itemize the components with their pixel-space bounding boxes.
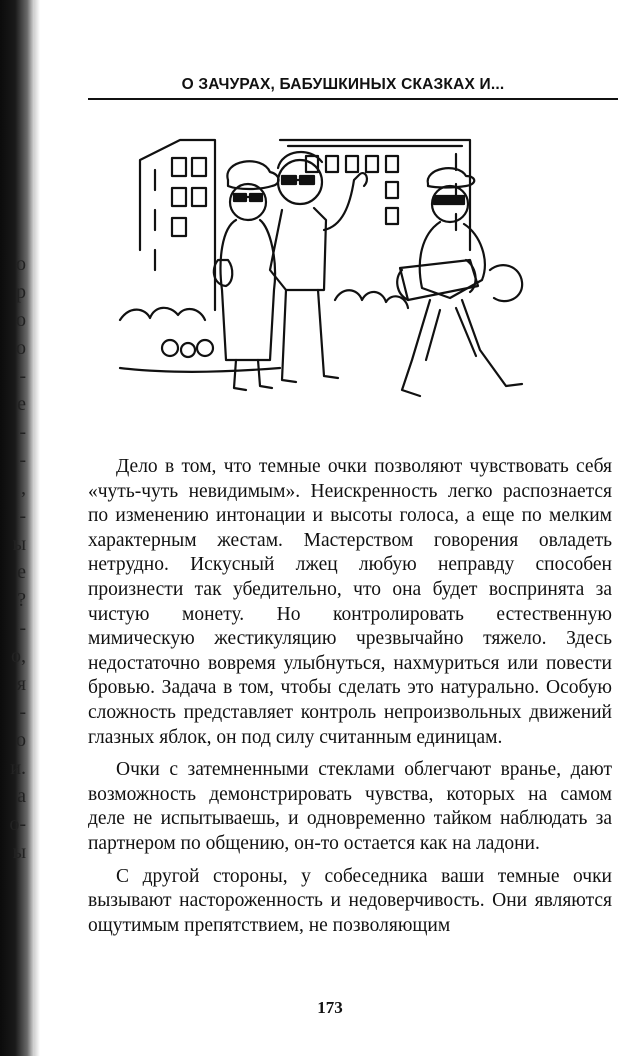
running-head: О ЗАЧУРАХ, БАБУШКИНЫХ СКАЗКАХ И... [181,76,505,93]
previous-page-fragment: о [16,729,26,751]
paragraph-3: С другой стороны, у собеседника ваши темные очки вызывают настороженность и недоверчивость. Они являются ощутимым препятствием, не позволяющим [88,865,612,936]
previous-page-fragment: о- [9,813,26,835]
previous-page-fragment: о [16,253,26,275]
woman-with-sunglasses-drawing [214,161,279,390]
page-gutter [34,0,40,1056]
previous-page-fragment: , [21,477,26,499]
previous-page-fragment: ? [17,589,26,611]
previous-page-fragment: я [16,673,26,695]
previous-page-fragment: - [19,449,26,471]
header-rule [88,98,618,100]
previous-page-fragment: - [19,365,26,387]
cartoon-illustration [110,110,550,420]
previous-page-fragment: - [19,505,26,527]
paragraph-2: Очки с затемненными стеклами облегчают вранье, дают возможность демонстрировать чувства, которых на самом деле не испытываешь, и одновременно тайком наблюдать за партнером по общению, он-то остается как на ладони. [88,759,612,854]
previous-page-fragment: а [17,785,26,807]
previous-page-fragment: - [19,421,26,443]
previous-page-margin-fragments [2,250,26,866]
previous-page-fragment: ы [12,533,26,555]
previous-page-fragment: о, [11,645,26,667]
man-waving-drawing [270,152,367,382]
previous-page-fragment: е [17,561,26,583]
previous-page-fragment: р [16,281,26,303]
previous-page-fragment: и. [10,757,26,779]
previous-page-fragment: - [19,617,26,639]
paragraph-1: Дело в том, что темные очки позволяют чувствовать себя «чуть-чуть невидимым». Неискренность легко распознается по изменению интонации и высоты голоса, а еще по мелким характерным жестам. Мастерством говорения овладеть нетрудно. Искусный лжец любую неправду способен произнести так убедительно, что она будет воспринята за чистую монету. Но контролировать естественную мимическую жестикуляцию чрезвычайно тяжело. Здесь недостаточно вовремя улыбнуться, нахмуриться или повести бровью. Задача в том, чтобы сделать это натурально. Особую сложность представляет контроль непроизвольных движений глазных яблок, он под силу считанным единицам. [88,456,612,748]
previous-page-fragment: о [16,309,26,331]
body-text [88,455,612,938]
previous-page-fragment: е [17,393,26,415]
previous-page-fragment: - [19,701,26,723]
page-number: 173 [317,998,343,1017]
previous-page-fragment: ы [12,841,26,863]
thief-with-rugs-drawing [397,168,522,396]
previous-page-fragment: о [16,337,26,359]
